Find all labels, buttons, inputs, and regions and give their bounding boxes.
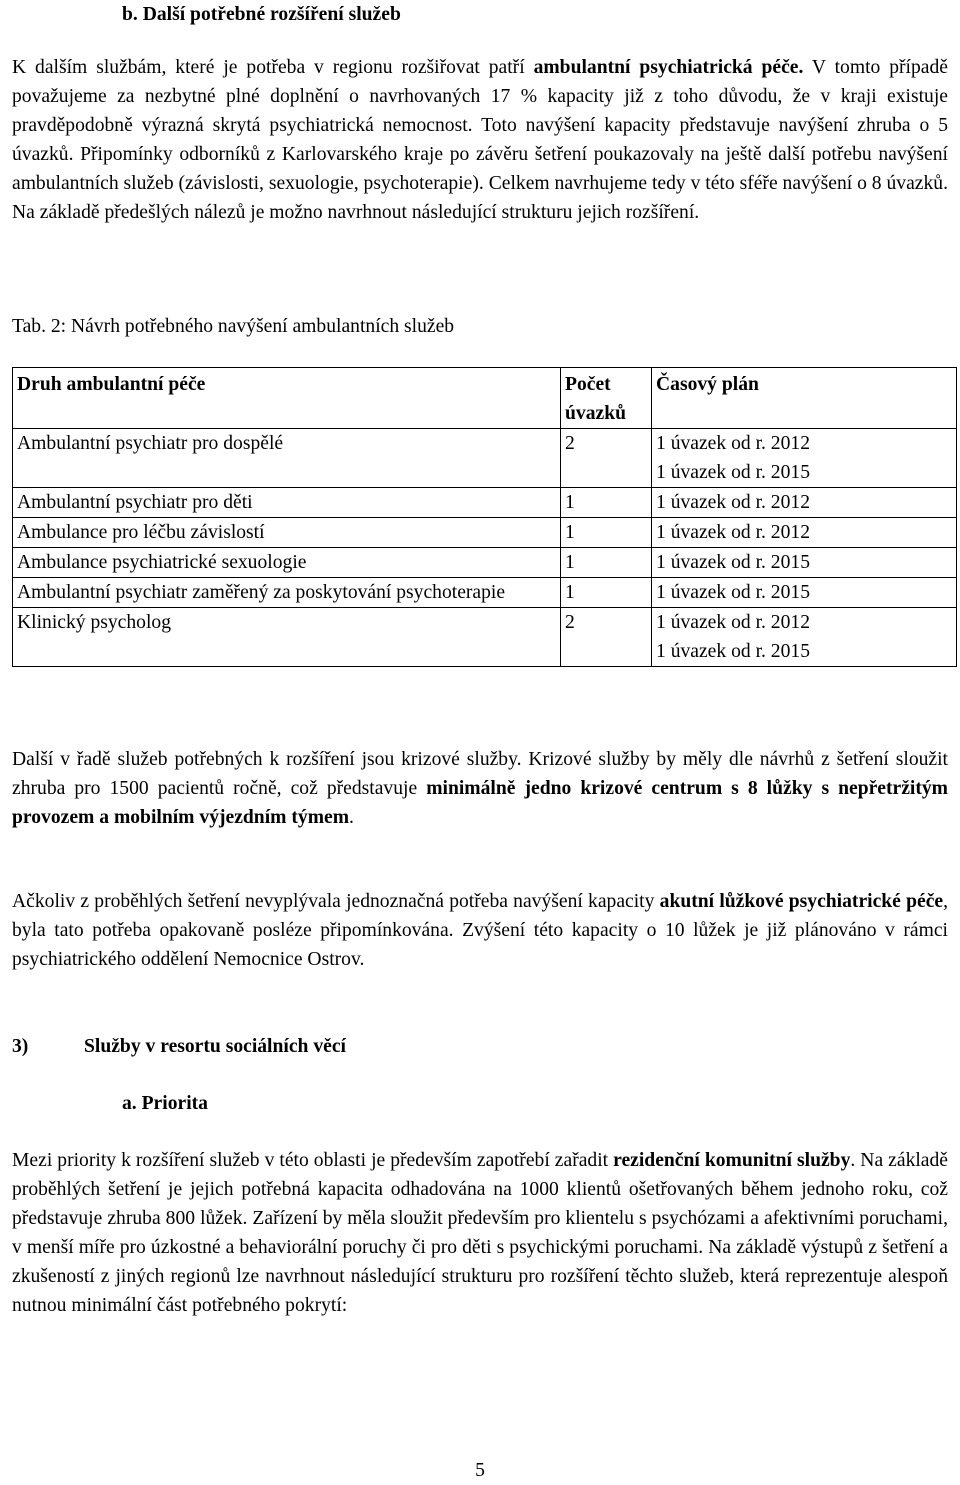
- header-count: Počet úvazků: [561, 368, 652, 429]
- section-heading-a: a. Priorita: [122, 1093, 208, 1114]
- section-heading-b: b. Další potřebné rozšíření služeb: [122, 4, 401, 25]
- table-row: Ambulantní psychiatr pro děti 1 1 úvazek od r. 2012: [13, 488, 957, 518]
- table-row: Ambulantní psychiatr pro dospělé 2 1 úvazek od r. 2012 1 úvazek od r. 2015: [13, 429, 957, 488]
- header-type: Druh ambulantní péče: [13, 368, 561, 429]
- table-row: Ambulance psychiatrické sexuologie 1 1 úvazek od r. 2015: [13, 548, 957, 578]
- paragraph-crisis-services: Další v řadě služeb potřebných k rozšíření jsou krizové služby. Krizové služby by měly dle návrhů z šetření sloužit zhruba pro 1500 pacientů ročně, což představuje minimálně jedno krizové centrum s 8 lůžky s nepřetržitým provozem a mobilním výjezdním týmem.: [12, 749, 949, 828]
- table-row: Ambulantní psychiatr zaměřený za poskytování psychoterapie 1 1 úvazek od r. 2015: [13, 578, 957, 608]
- paragraph-acute-care: Ačkoliv z proběhlých šetření nevyplývala jednoznačná potřeba navýšení kapacity akutní lůžkové psychiatrické péče, byla tato potřeba opakovaně posléze připomínkována. Zvýšení této kapacity o 10 lůžek je již plánováno v rámci psychiatrického oddělení Nemocnice Ostrov.: [12, 891, 948, 970]
- header-plan: Časový plán: [652, 368, 957, 429]
- table-caption: Tab. 2: Návrh potřebného navýšení ambulantních služeb: [12, 316, 455, 337]
- table-header-row: [13, 368, 957, 429]
- table-row: Ambulance pro léčbu závislostí 1 1 úvazek od r. 2012: [13, 518, 957, 548]
- table-row: Klinický psycholog 2 1 úvazek od r. 2012 1 úvazek od r. 2015: [13, 608, 957, 667]
- page-number: 5: [475, 1460, 485, 1481]
- paragraph-residential-services: Mezi priority k rozšíření služeb v této oblasti je především zapotřebí zařadit rezidenční komunitní služby. Na základě proběhlých šetření je jejich potřebná kapacita odhadována na 1000 klientů ošetřovaných během jednoho roku, což představuje zhruba 800 lůžek. Zařízení by měla sloužit především pro klientelu s psychózami a afektivními poruchami, v menší míře pro úzkostné a behaviorální poruchy či pro děti s psychickými poruchami. Na základě výstupů z šetření a zkušeností z jiných regionů lze navrhnout následující strukturu pro rozšíření těchto služeb, která reprezentuje alespoň nutnou minimální část potřebného pokrytí:: [12, 1150, 948, 1316]
- services-table: [12, 367, 957, 667]
- paragraph-ambulatory-care: K dalším službám, které je potřeba v regionu rozšiřovat patří ambulantní psychiatrická péče. V tomto případě považujeme za nezbytné plné doplnění o navrhovaných 17 % kapacity již z toho důvodu, že v kraji existuje pravděpodobně výrazná skrytá psychiatrická nemocnost. Toto navýšení kapacity představuje navýšení zhruba o 5 úvazků. Připomínky odborníků z Karlovarského kraje po závěru šetření poukazovaly na ještě další potřebu navýšení ambulantních služeb (závislosti, sexuologie, psychoterapie). Celkem navrhujeme tedy v této sféře navýšení o 8 úvazků. Na základě předešlých nálezů je možno navrhnout následující strukturu jejich rozšíření.: [12, 57, 948, 223]
- section-heading-3: 3) Služby v resortu sociálních věcí: [12, 1036, 346, 1057]
